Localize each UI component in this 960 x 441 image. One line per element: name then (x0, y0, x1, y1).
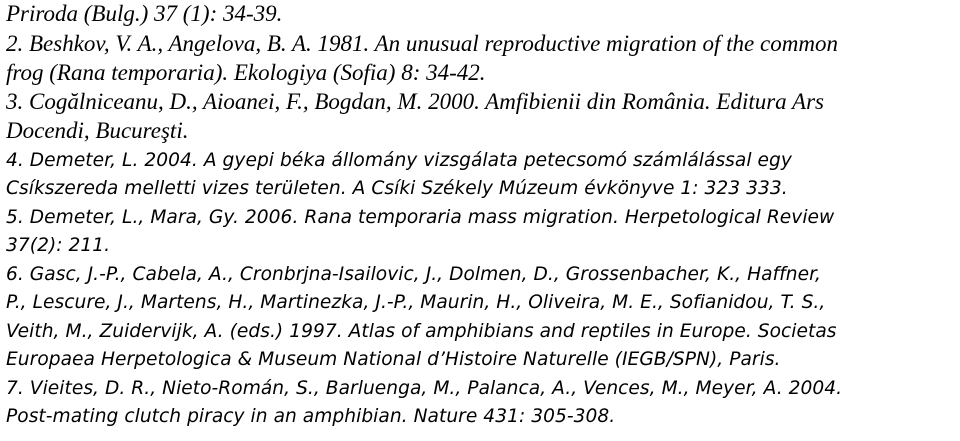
reference-line: 6. Gasc, J.-P., Cabela, A., Cronbrjna-Isailovic, J., Dolmen, D., Grossenbacher, K., Haffner, (6, 264, 822, 285)
reference-list (6, 0, 956, 441)
reference-line: Post-mating clutch piracy in an amphibian. Nature 431: 305-308. (6, 406, 616, 427)
reference-line: P., Lescure, J., Martens, H., Martinezka, J.-P., Maurin, H., Oliveira, M. E., Sofianidou, T. S., (6, 292, 826, 313)
reference-line: frog (Rana temporaria). Ekologiya (Sofia) 8: 34-42. (6, 60, 486, 85)
reference-line: 37(2): 211. (6, 235, 111, 256)
reference-line: Veith, M., Zuidervijk, A. (eds.) 1997. Atlas of amphibians and reptiles in Europe. Societas (6, 321, 837, 342)
reference-line: Priroda (Bulg.) 37 (1): 34-39. (6, 1, 283, 26)
reference-line: Docendi, Bucureşti. (6, 118, 189, 143)
reference-line: 5. Demeter, L., Mara, Gy. 2006. Rana temporaria mass migration. Herpetological Review (6, 207, 835, 228)
reference-line: 7. Vieites, D. R., Nieto-Román, S., Barluenga, M., Palanca, A., Vences, M., Meyer, A. 2004. (6, 378, 843, 399)
reference-line: Europaea Herpetologica & Museum National d’Histoire Naturelle (IEGB/SPN), Paris. (6, 349, 781, 370)
reference-line: Csíkszereda melletti vizes területen. A Csíki Székely Múzeum évkönyve 1: 323 333. (6, 178, 788, 199)
reference-line: 3. Cogălniceanu, D., Aioanei, F., Bogdan, M. 2000. Amfibienii din România. Editura Ars (6, 89, 824, 114)
reference-line: 4. Demeter, L. 2004. A gyepi béka állomány vizsgálata petecsomó számlálással egy (6, 150, 792, 171)
reference-line: 2. Beshkov, V. A., Angelova, B. A. 1981. An unusual reproductive migration of the common (6, 31, 838, 56)
